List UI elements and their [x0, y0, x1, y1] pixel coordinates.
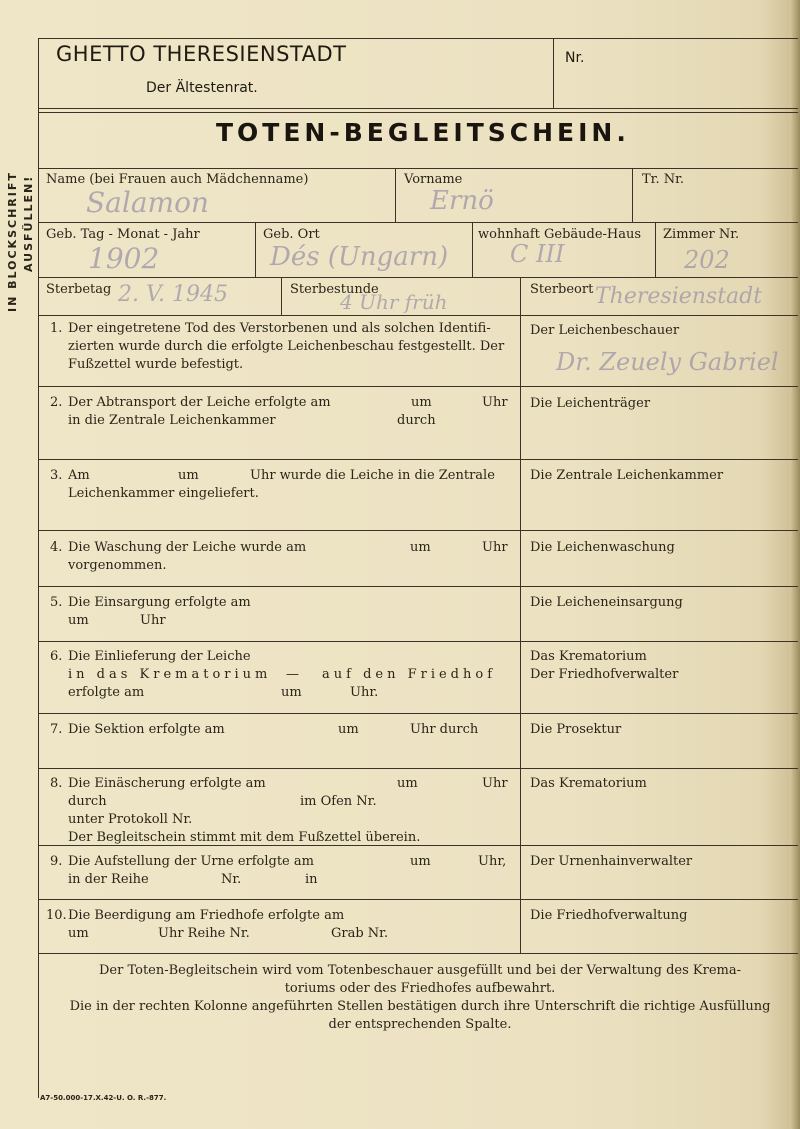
handwritten-beschauer-signature: Dr. Zeuely Gabriel: [556, 348, 779, 376]
side-instruction-line1: IN BLOCKSCHRIFT: [6, 171, 19, 312]
sterbetag-label: Sterbetag: [46, 282, 112, 297]
row-6-line-2: in das Krematorium: [68, 667, 272, 682]
row-3-line-2: Leichenkammer eingeliefert.: [68, 486, 259, 501]
row-2-line-1: Der Abtransport der Leiche erfolgte am: [68, 395, 331, 410]
wohnhaft-label: wohnhaft Gebäude-Haus: [478, 227, 642, 242]
divider: [281, 277, 282, 315]
handwritten-sterbestunde: 4 Uhr früh: [340, 290, 448, 314]
handwritten-zimmer: 202: [684, 246, 730, 274]
row-4-line-2: vorgenommen.: [68, 558, 167, 573]
row-2-uhr: Uhr: [482, 395, 508, 410]
row-2-line-2: in die Zentrale Leichenkammer: [68, 413, 276, 428]
row-6-line-1: Die Einlieferung der Leiche: [68, 649, 251, 664]
nr-label: Nr.: [565, 50, 585, 66]
form-title: TOTEN-BEGLEITSCHEIN.: [216, 118, 630, 147]
row-5-uhr: Uhr: [140, 613, 166, 628]
divider: [38, 112, 798, 113]
gebtag-label: Geb. Tag - Monat - Jahr: [46, 227, 200, 242]
sterbeort-label: Sterbeort: [530, 282, 594, 297]
row-6-right-label: Das Krematorium: [530, 649, 647, 664]
row-10-grab: Grab Nr.: [331, 926, 389, 941]
row-4-uhr: Uhr: [482, 540, 508, 555]
row-5-number: 5.: [50, 595, 63, 610]
divider: [38, 38, 798, 39]
divider: [38, 108, 798, 109]
row-6-uhr: Uhr.: [350, 685, 379, 700]
row-7-um: um: [338, 722, 359, 737]
row-8-ofen: im Ofen Nr.: [300, 794, 377, 809]
row-1-line-2: zierten wurde durch die erfolgte Leichenbeschau festgestellt. Der: [68, 339, 505, 354]
divider: [38, 586, 798, 587]
row-6-friedhof: auf den Friedhof: [322, 667, 497, 682]
gebort-label: Geb. Ort: [263, 227, 320, 242]
handwritten-sterbetag: 2. V. 1945: [118, 282, 228, 307]
row-8-um: um: [397, 776, 418, 791]
row-3-line-1: Am: [68, 468, 90, 483]
name-label: Name (bei Frauen auch Mädchenname): [46, 172, 309, 187]
handwritten-name: Salamon: [86, 186, 209, 219]
footer-line-3: Die in der rechten Kolonne angeführten Stellen bestätigen durch ihre Unterschrift die richtige Ausfüllung: [69, 999, 771, 1014]
row-7-line-1: Die Sektion erfolgte am: [68, 722, 225, 737]
divider: [38, 713, 798, 714]
row-1-line-3: Fußzettel wurde befestigt.: [68, 357, 244, 372]
divider: [38, 315, 798, 316]
vorname-label: Vorname: [404, 172, 463, 187]
row-6-line-3: erfolgte am: [68, 685, 145, 700]
handwritten-sterbeort: Theresienstadt: [595, 284, 763, 309]
divider: [38, 168, 798, 169]
row-10-right-label: Die Friedhofverwaltung: [530, 908, 688, 923]
row-8-line-3: unter Protokoll Nr.: [68, 812, 193, 827]
handwritten-vorname: Ernö: [430, 186, 494, 216]
row-6-dash: —: [286, 667, 299, 682]
divider: [38, 277, 798, 278]
row-7-number: 7.: [50, 722, 63, 737]
divider: [255, 222, 256, 277]
page-subtitle: Der Ältestenrat.: [146, 80, 258, 96]
row-8-right-label: Das Krematorium: [530, 776, 647, 791]
row-2-durch: durch: [397, 413, 436, 428]
row-5-line-2: um: [68, 613, 89, 628]
divider: [38, 953, 798, 954]
row-2-number: 2.: [50, 395, 63, 410]
divider: [520, 277, 521, 953]
row-4-right-label: Die Leichenwaschung: [530, 540, 675, 555]
zimmer-label: Zimmer Nr.: [663, 227, 740, 242]
divider: [38, 641, 798, 642]
row-9-in: in: [305, 872, 318, 887]
divider: [38, 222, 798, 223]
row-4-number: 4.: [50, 540, 63, 555]
row-9-um: um: [410, 854, 431, 869]
row-10-reihe: Uhr Reihe Nr.: [158, 926, 250, 941]
row-1-right-label: Der Leichenbeschauer: [530, 323, 680, 338]
divider: [38, 386, 798, 387]
row-2-right-label: Die Leichenträger: [530, 396, 651, 411]
divider: [38, 459, 798, 460]
divider: [38, 530, 798, 531]
row-6-right-label-2: Der Friedhofverwalter: [530, 667, 679, 682]
row-3-number: 3.: [50, 468, 63, 483]
divider: [395, 168, 396, 222]
row-5-line-1: Die Einsargung erfolgte am: [68, 595, 251, 610]
divider: [655, 222, 656, 277]
row-3-right-label: Die Zentrale Leichenkammer: [530, 468, 724, 483]
row-10-number: 10.: [46, 908, 67, 923]
divider: [632, 168, 633, 222]
row-8-line-4: Der Begleitschein stimmt mit dem Fußzettel überein.: [68, 830, 421, 845]
row-5-right-label: Die Leicheneinsargung: [530, 595, 683, 610]
row-8-line-2: durch: [68, 794, 107, 809]
handwritten-gebjahr: 1902: [88, 242, 160, 275]
row-7-right-label: Die Prosektur: [530, 722, 622, 737]
row-10-line-2: um: [68, 926, 89, 941]
row-3-um: um: [178, 468, 199, 483]
side-instruction-line2: AUSFÜLLEN!: [22, 174, 35, 272]
divider: [553, 38, 554, 108]
print-code: A7-50.000-17.X.42-U. O. R.-877.: [40, 1094, 167, 1102]
handwritten-gebort: Dés (Ungarn): [270, 242, 449, 272]
row-9-line-1: Die Aufstellung der Urne erfolgte am: [68, 854, 314, 869]
row-8-line-1: Die Einäscherung erfolgte am: [68, 776, 266, 791]
divider: [472, 222, 473, 277]
row-2-um: um: [411, 395, 432, 410]
row-10-line-1: Die Beerdigung am Friedhofe erfolgte am: [68, 908, 345, 923]
row-1-number: 1.: [50, 321, 63, 336]
row-3-uhr-text: Uhr wurde die Leiche in die Zentrale: [250, 468, 495, 483]
row-8-number: 8.: [50, 776, 63, 791]
row-1-line-1: Der eingetretene Tod des Verstorbenen und als solchen Identifi-: [68, 321, 491, 336]
row-9-nr: Nr.: [221, 872, 242, 887]
row-4-line-1: Die Waschung der Leiche wurde am: [68, 540, 307, 555]
row-4-um: um: [410, 540, 431, 555]
row-9-number: 9.: [50, 854, 63, 869]
row-9-line-2: in der Reihe: [68, 872, 149, 887]
divider: [38, 899, 798, 900]
divider: [38, 768, 798, 769]
handwritten-haus: C III: [510, 240, 565, 268]
row-7-uhr: Uhr durch: [410, 722, 479, 737]
row-6-number: 6.: [50, 649, 63, 664]
row-6-um: um: [281, 685, 302, 700]
trnr-label: Tr. Nr.: [642, 172, 685, 187]
footer-line-1: Der Toten-Begleitschein wird vom Totenbeschauer ausgefüllt und bei der Verwaltung des Krema-: [99, 963, 741, 978]
row-9-uhr: Uhr,: [478, 854, 507, 869]
sterbestunde-label: Sterbestunde: [290, 282, 379, 297]
page-title: GHETTO THERESIENSTADT: [56, 42, 347, 66]
footer-line-2: toriums oder des Friedhofes aufbewahrt.: [284, 981, 556, 996]
row-8-uhr: Uhr: [482, 776, 508, 791]
row-9-right-label: Der Urnenhainverwalter: [530, 854, 693, 869]
footer-line-4: der entsprechenden Spalte.: [328, 1017, 512, 1032]
